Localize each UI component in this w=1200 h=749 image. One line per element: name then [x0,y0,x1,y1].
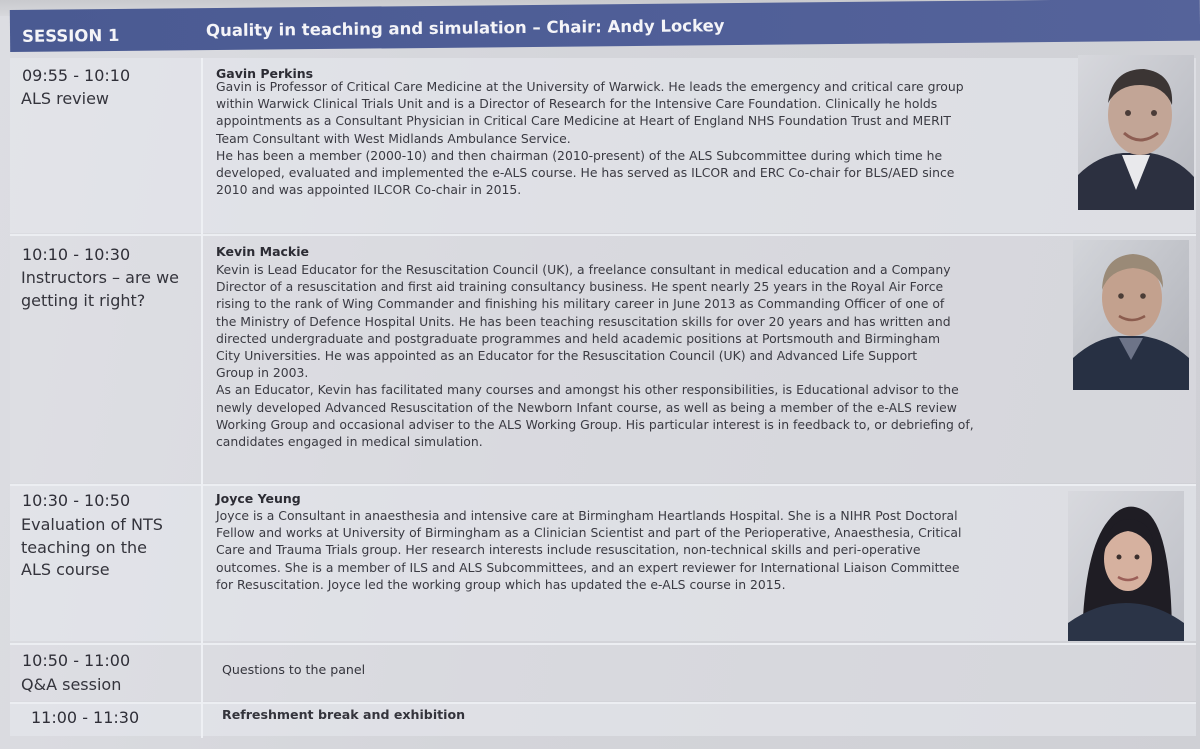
bio-line: Care and Trauma Trials group. Her research interests include resuscitation, non-technical skills and peri-operative [216,542,921,558]
bio-line: City Universities. He was appointed as an Educator for the Resuscitation Council (UK) and Advanced Life Support [216,348,918,364]
bio-line: developed, evaluated and implemented the e-ALS course. He has served as ILCOR and ERC Co-chair for BLS/AED since [216,165,955,181]
item-time: 10:50 - 11:00 [22,651,131,670]
item-description: Refreshment break and exhibition [222,707,466,722]
speaker-photo-gavin-perkins [1078,55,1194,210]
item-title-line: Q&A session [21,675,122,694]
bio-line: Fellow and works at University of Birmingham as a Clinician Scientist and part of the Perioperative, Anaesthesia, Critical [216,525,962,541]
bio-line: Team Consultant with West Midlands Ambulance Service. [216,130,571,146]
item-title-line: ALS course [21,560,110,579]
item-time: 10:30 - 10:50 [22,491,131,510]
speaker-photo-joyce-yeung [1068,491,1184,641]
bio-line: outcomes. She is a member of ILS and ALS Subcommittees, and an expert reviewer for International Liaison Committee [216,559,960,575]
bio-line: candidates engaged in medical simulation. [216,434,483,450]
speaker-name: Kevin Mackie [216,244,309,259]
item-title [21,88,109,111]
portrait-image [1073,240,1189,390]
item-title-line: Evaluation of NTS [21,515,163,534]
item-title-line: Instructors – are we [21,268,180,287]
session-label: SESSION 1 [21,25,120,46]
bio-line: rising to the rank of Wing Commander and finishing his military career in June 2013 as Commanding Officer of one of [216,296,945,312]
bio-line: As an Educator, Kevin has facilitated many courses and amongst his other responsibilities, is Educational advisor to the [216,382,959,398]
bio-line: within Warwick Clinical Trials Unit and is a Director of Research for the Intensive Care Foundation. Clinically he holds [216,96,938,112]
bio-line: Director of a resuscitation and first aid training consultancy business. He spent nearly 25 years in the Royal Air Force [216,279,944,295]
bio-line: directed undergraduate and postgraduate programmes and held academic positions at Portsmouth and Birmingham [216,330,941,346]
bio-line: Group in 2003. [216,365,309,381]
speaker-bio [216,261,974,450]
item-title [21,514,163,582]
speaker-name: Gavin Perkins [216,66,314,81]
column-divider [201,58,203,738]
item-title-line: getting it right? [21,290,146,310]
programme-row-4 [10,645,1196,701]
programme-row-5 [10,704,1196,736]
item-time: 11:00 - 11:30 [31,708,140,727]
portrait-image [1068,491,1184,641]
speaker-bio [216,507,961,593]
bio-line: for Resuscitation. Joyce led the working group which has updated the e-ALS course in 2015. [216,576,786,592]
portrait-image [1078,55,1194,210]
session-title: Quality in teaching and simulation – Chair: Andy Lockey [205,16,725,41]
bio-line: Working Group and occasional adviser to the ALS Working Group. His particular interest is in feedback to, or debriefing of, [216,416,974,432]
item-time: 09:55 - 10:10 [22,66,131,85]
bio-line: appointments as a Consultant Physician in Critical Care Medicine at Heart of England NHS Foundation Trust and MERIT [216,113,951,129]
bio-line: the Ministry of Defence Hospital Units. He has been teaching resuscitation skills for over 20 years and has written and [216,313,951,329]
bio-line: Joyce is a Consultant in anaesthesia and intensive care at Birmingham Heartlands Hospital. She is a NIHR Post Doctoral [216,508,958,523]
bio-line: He has been a member (2000-10) and then chairman (2010-present) of the ALS Subcommittee during which time he [216,147,943,163]
item-description: Questions to the panel [222,662,366,677]
speaker-bio [216,78,964,198]
session-header [10,0,1200,52]
bio-line: newly developed Advanced Resuscitation of the Newborn Infant course, as well as being a member of the e-ALS review [216,399,957,415]
bio-line: 2010 and was appointed ILCOR Co-chair in 2015. [216,182,522,198]
bio-line: Kevin is Lead Educator for the Resuscitation Council (UK), a freelance consultant in medical education and a Company [216,262,951,277]
speaker-name: Joyce Yeung [216,491,301,506]
speaker-photo-kevin-mackie [1073,240,1189,390]
item-title [21,267,179,312]
item-time: 10:10 - 10:30 [22,245,131,264]
item-title [21,674,121,697]
item-title-line: ALS review [21,89,110,108]
item-title-line: teaching on the [21,537,147,557]
bio-line: Gavin is Professor of Critical Care Medicine at the University of Warwick. He leads the emergency and critical care group [216,79,964,94]
